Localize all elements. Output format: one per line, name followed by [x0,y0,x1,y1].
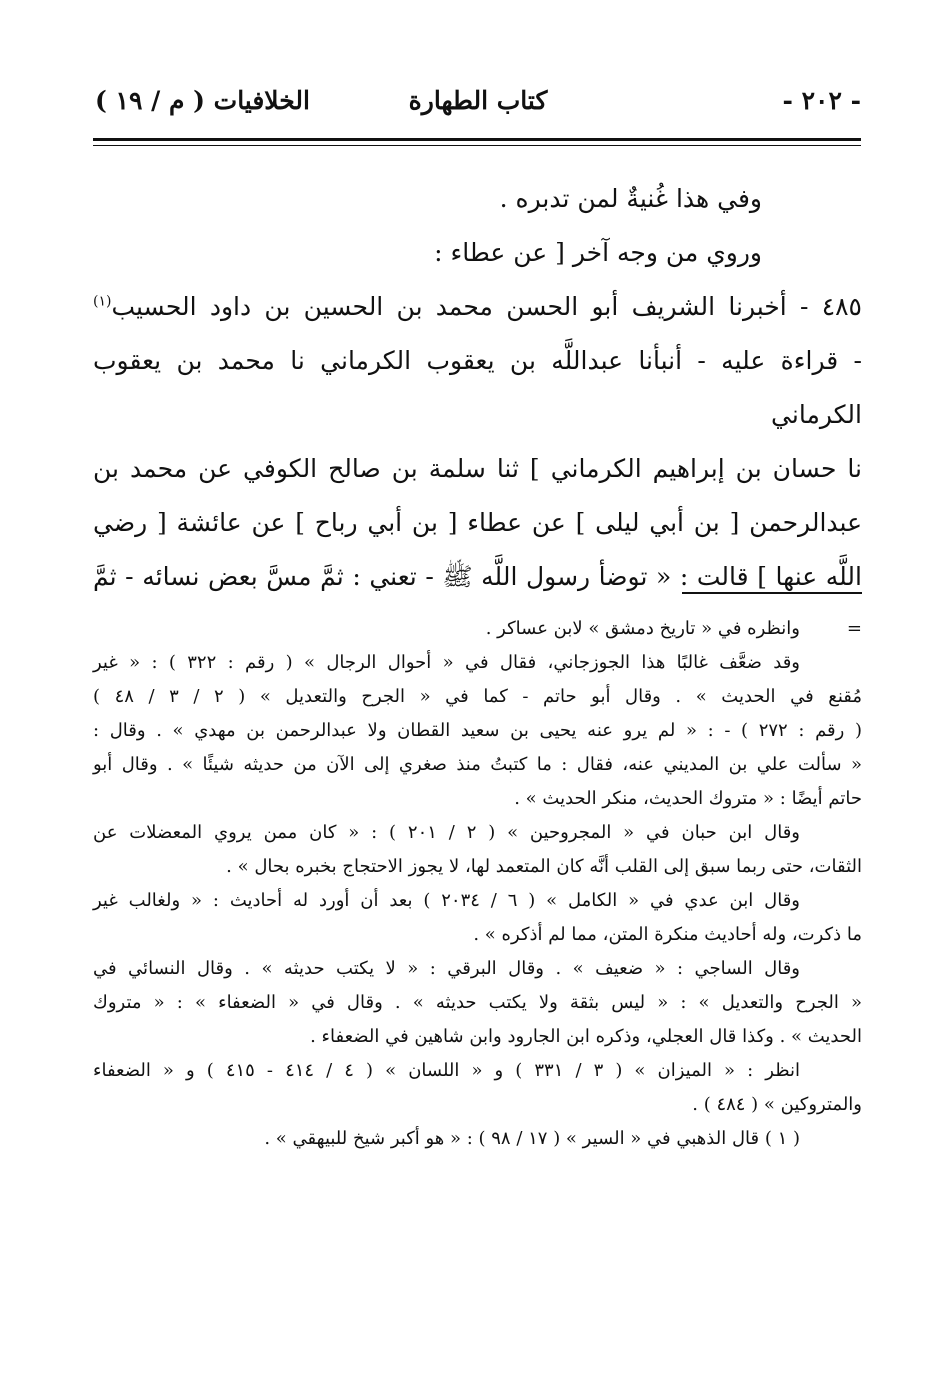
page-header [95,80,861,124]
footnote-line: وقد ضعَّف غالبًا هذا الجوزجاني، فقال في « أحوال الرجال » ( رقم : ٣٢٢ ) : « غير [93,652,800,673]
footnote-line: « الجرح والتعديل » : « ليس بثقة ولا يكتب حديثه » . وقال في « الضعفاء » : « متروك [93,992,862,1013]
header-rule-thin [93,145,861,146]
footnote-line: الثقات، حتى ربما سبق إلى القلب أنَّه كان المتعمد لها، لا يجوز الاحتجاج بخبره بحال » . [226,856,862,877]
footnote-line: ( رقم : ٢٧٢ ) - : « لم يرو عنه يحيى بن سعيد القطان ولا عبدالرحمن بن مهدي » . وقال : [93,720,863,741]
footnote-line [93,612,862,646]
footnote-line: وقال ابن عدي في « الكامل » ( ٦ / ٢٠٣٤ ) بعد أن أورد له أحاديث : « ولغالب غير [93,890,800,911]
main-line: عبدالرحمن [ بن أبي ليلى ] عن عطاء [ بن أبي رباح ] عن عائشة [ رضي [93,508,862,537]
footnote-line: وقال ابن حبان في « المجروحين » ( ٢ / ٢٠١ ) : « كان ممن يروي المعضلات عن [93,822,800,843]
footnote-separator [682,592,862,594]
main-line: - قراءة عليه - أنبأنا عبداللَّه بن يعقوب الكرماني نا محمد بن يعقوب الكرماني [93,346,862,429]
footnote-line: حاتم أيضًا : « متروك الحديث، منكر الحديث » . [514,788,862,809]
footnote-line-text: وانظره في « تاريخ دمشق » لابن عساكر . [485,618,800,639]
footnote-line: والمتروكين » ( ٤٨٤ ) . [692,1094,862,1115]
footnote-line: الحديث » . وكذا قال العجلي، وذكره ابن الجارود وابن شاهين في الضعفاء . [310,1026,862,1047]
footnote-line: ( ١ ) قال الذهبي في « السير » ( ١٧ / ٩٨ ) : « هو أكبر شيخ للبيهقي » . [264,1128,800,1149]
main-line [93,280,862,334]
footnote-line: مُقنع في الحديث » . وقال أبو حاتم - كما في « الجرح والتعديل » ( ٢ / ٣ / ٤٨ ) [93,686,863,707]
main-text [93,172,862,604]
footnote-marker: (١) [93,293,112,310]
continuation-mark: = [846,618,862,639]
footnotes [93,612,862,1156]
footnote-line: وقال الساجي : « ضعيف » . وقال البرقي : « لا يكتب حديثه » . وقال النسائي في [93,958,800,979]
main-line: وفي هذا غُنيةٌ لمن تدبره . [499,184,762,213]
page-number: - ٢٠٢ - [782,86,861,115]
footnote-line: « سألت علي بن المديني عنه، فقال : ما كتبتُ منذ صغري إلى الآن من حديثه شيئًا » . وقال أبو [93,754,862,775]
main-line: وروي من وجه آخر [ عن عطاء : [434,238,762,267]
footnote-line: انظر : « الميزان » ( ٣ / ٣٣١ ) و « اللسان » ( ٤ / ٤١٤ - ٤١٥ ) و « الضعفاء [93,1060,800,1081]
main-line: نا حسان بن إبراهيم الكرماني ] ثنا سلمة بن صالح الكوفي عن محمد بن [93,454,862,483]
header-rule-thick [93,138,861,141]
main-line: اللَّه عنها ] قالت : « توضأ رسول اللَّه ﷺ - تعني : ثمَّ مسَّ بعض نسائه - ثمَّ [93,562,862,591]
footnote-line: ما ذكرت، وله أحاديث منكرة المتن، مما لم أذكره » . [473,924,862,945]
volume-label: الخلافيات ( م / ١٩ ) [95,86,310,115]
hadith-line-text: ٤٨٥ - أخبرنا الشريف أبو الحسن محمد بن الحسين بن داود الحسيب [111,292,862,321]
book-title: كتاب الطهارة [408,86,548,115]
